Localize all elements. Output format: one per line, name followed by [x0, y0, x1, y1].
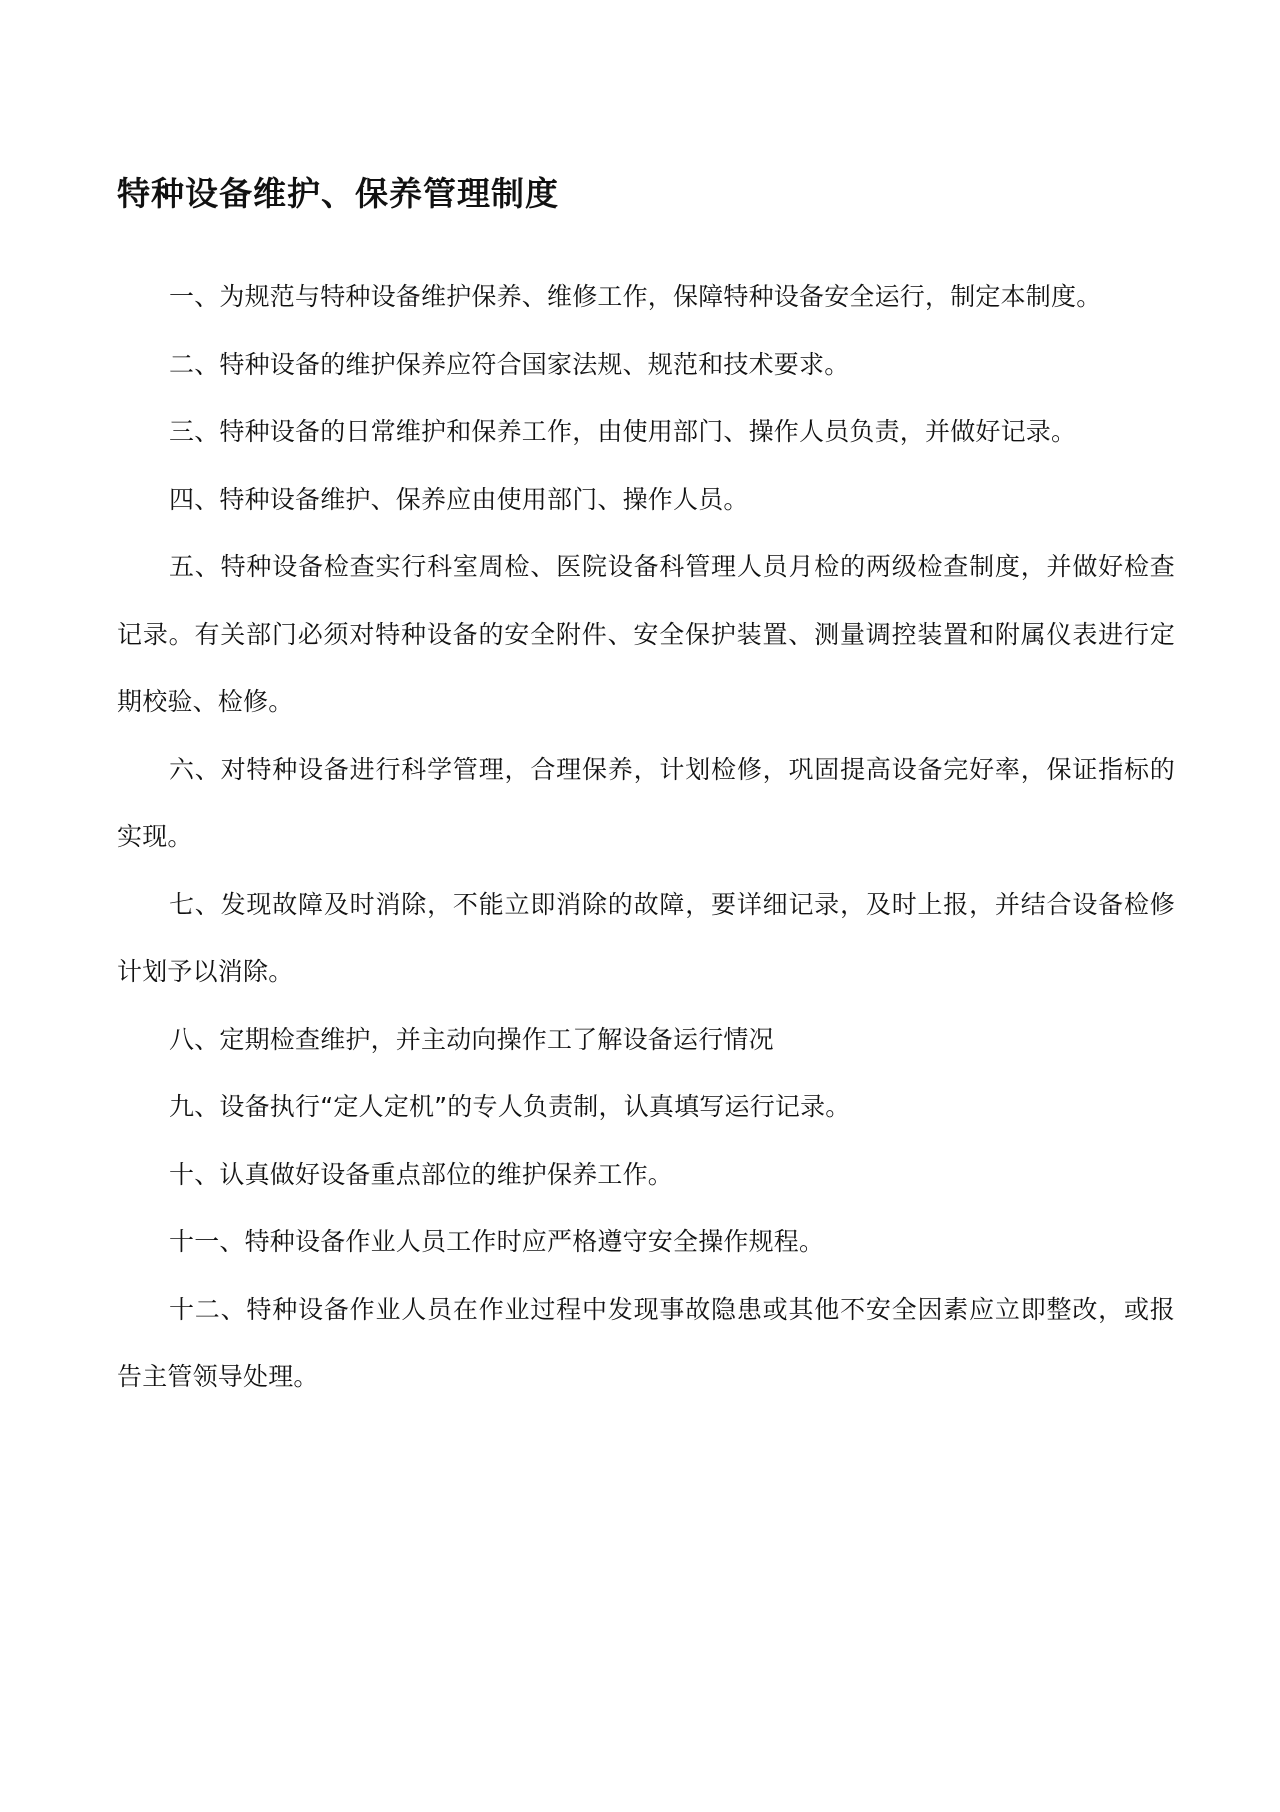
paragraph-4: 四、特种设备维护、保养应由使用部门、操作人员。 [169, 484, 749, 514]
paragraph-12: 十二、特种设备作业人员在作业过程中发现事故隐患或其他不安全因素应立即整改，或报告主管领导处理。 [117, 1294, 1175, 1391]
paragraph-7: 七、发现故障及时消除，不能立即消除的故障，要详细记录，及时上报，并结合设备检修计划予以消除。 [117, 889, 1175, 986]
paragraph-5: 五、特种设备检查实行科室周检、医院设备科管理人员月检的两级检查制度，并做好检查记录。有关部门必须对特种设备的安全附件、安全保护装置、测量调控装置和附属仪表进行定期校验、检修。 [117, 552, 1175, 716]
paragraph-1: 一、为规范与特种设备维护保养、维修工作，保障特种设备安全运行，制定本制度。 [169, 282, 1102, 311]
paragraph-6: 六、对特种设备进行科学管理，合理保养，计划检修，巩固提高设备完好率，保证指标的实现。 [117, 754, 1175, 851]
paragraph-11: 十一、特种设备作业人员工作时应严格遵守安全操作规程。 [169, 1227, 825, 1256]
paragraph-9: 九、设备执行“定人定机”的专人负责制，认真填写运行记录。 [169, 1092, 851, 1121]
paragraph-8: 八、定期检查维护，并主动向操作工了解设备运行情况 [169, 1024, 774, 1054]
document-title: 特种设备维护、保养管理制度 [117, 174, 559, 213]
paragraph-3: 三、特种设备的日常维护和保养工作，由使用部门、操作人员负责，并做好记录。 [169, 417, 1077, 446]
paragraph-2: 二、特种设备的维护保养应符合国家法规、规范和技术要求。 [169, 349, 850, 379]
document-body [117, 263, 1175, 1411]
paragraph-10: 十、认真做好设备重点部位的维护保养工作。 [169, 1159, 674, 1189]
